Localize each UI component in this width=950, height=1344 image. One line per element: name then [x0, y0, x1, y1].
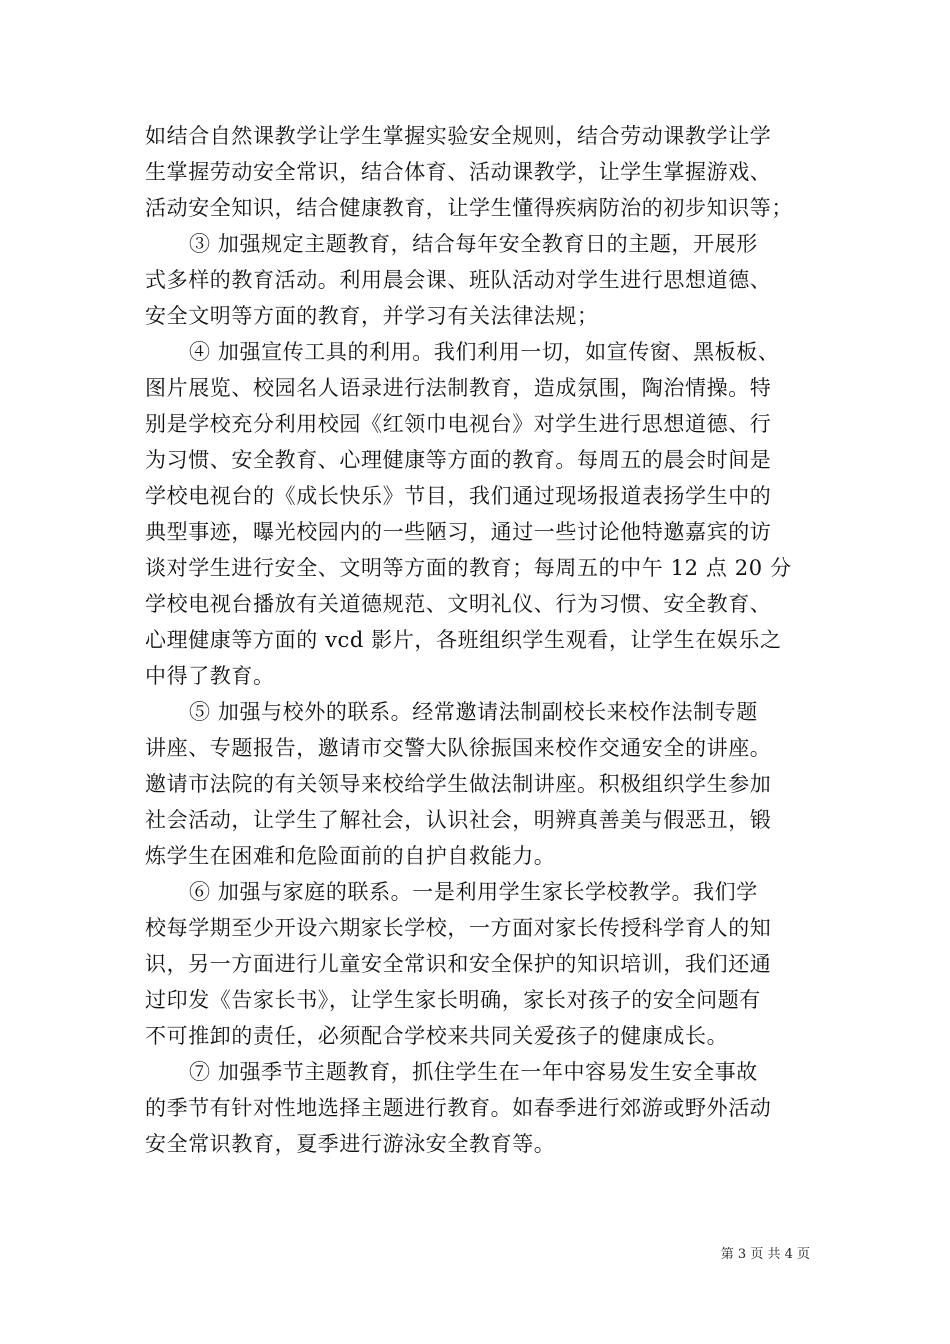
text-line: 邀请市法院的有关领导来校给学生做法制讲座。积极组织学生参加 — [145, 772, 772, 796]
text-line: 学校电视台的《成长快乐》节目，我们通过现场报道表扬学生中的 — [145, 484, 772, 508]
text-line: 学校电视台播放有关道德规范、文明礼仪、行为习惯、安全教育、 — [145, 592, 772, 616]
text-line: 如结合自然课教学让学生掌握实验安全规则，结合劳动课教学让学 — [145, 124, 772, 148]
text-line: 校每学期至少开设六期家长学校，一方面对家长传授科学育人的知 — [145, 916, 772, 940]
text-line: 讲座、专题报告，邀请市交警大队徐振国来校作交通安全的讲座。 — [145, 736, 772, 760]
body-text — [145, 118, 810, 1162]
text-line: 社会活动，让学生了解社会，认识社会，明辨真善美与假恶丑，锻 — [145, 808, 772, 832]
text-line: 为习惯、安全教育、心理健康等方面的教育。每周五的晨会时间是 — [145, 448, 772, 472]
text-line: 炼学生在困难和危险面前的自护自救能力。 — [145, 844, 556, 868]
page-number: 第 3 页 共 4 页 — [720, 1247, 810, 1262]
text-line: ③ 加强规定主题教育，结合每年安全教育日的主题，开展形 — [189, 232, 758, 256]
text-line: 典型事迹，曝光校园内的一些陋习，通过一些讨论他特邀嘉宾的访 — [145, 520, 772, 544]
text-line: 安全文明等方面的教育，并学习有关法律法规； — [145, 304, 599, 328]
text-line: ④ 加强宣传工具的利用。我们利用一切，如宣传窗、黑板板、 — [189, 340, 780, 364]
text-line: 的季节有针对性地选择主题进行教育。如春季进行郊游或野外活动 — [145, 1096, 772, 1120]
text-line: ⑥ 加强与家庭的联系。一是利用学生家长学校教学。我们学 — [189, 880, 758, 904]
text-line: 识，另一方面进行儿童安全常识和安全保护的知识培训，我们还通 — [145, 952, 772, 976]
text-line: ⑤ 加强与校外的联系。经常邀请法制副校长来校作法制专题 — [189, 700, 758, 724]
text-line: ⑦ 加强季节主题教育，抓住学生在一年中容易发生安全事故 — [189, 1060, 758, 1084]
text-line: 图片展览、校园名人语录进行法制教育，造成氛围，陶治情操。特 — [145, 376, 772, 400]
text-line: 中得了教育。 — [145, 664, 275, 688]
text-line: 安全常识教育，夏季进行游泳安全教育等。 — [145, 1132, 556, 1156]
text-line: 生掌握劳动安全常识，结合体育、活动课教学，让学生掌握游戏、 — [145, 160, 772, 184]
text-line: 不可推卸的责任，必须配合学校来共同关爱孩子的健康成长。 — [145, 1024, 729, 1048]
text-line: 过印发《告家长书》，让学生家长明确，家长对孩子的安全问题有 — [145, 988, 761, 1012]
text-line: 谈对学生进行安全、文明等方面的教育；每周五的中午 12 点 20 分 — [145, 556, 792, 580]
text-line: 活动安全知识，结合健康教育，让学生懂得疾病防治的初步知识等； — [145, 196, 793, 220]
text-line: 式多样的教育活动。利用晨会课、班队活动对学生进行思想道德、 — [145, 268, 772, 292]
text-line: 心理健康等方面的 vcd 影片，各班组织学生观看，让学生在娱乐之 — [145, 628, 782, 652]
text-line: 别是学校充分利用校园《红领巾电视台》对学生进行思想道德、行 — [145, 412, 772, 436]
